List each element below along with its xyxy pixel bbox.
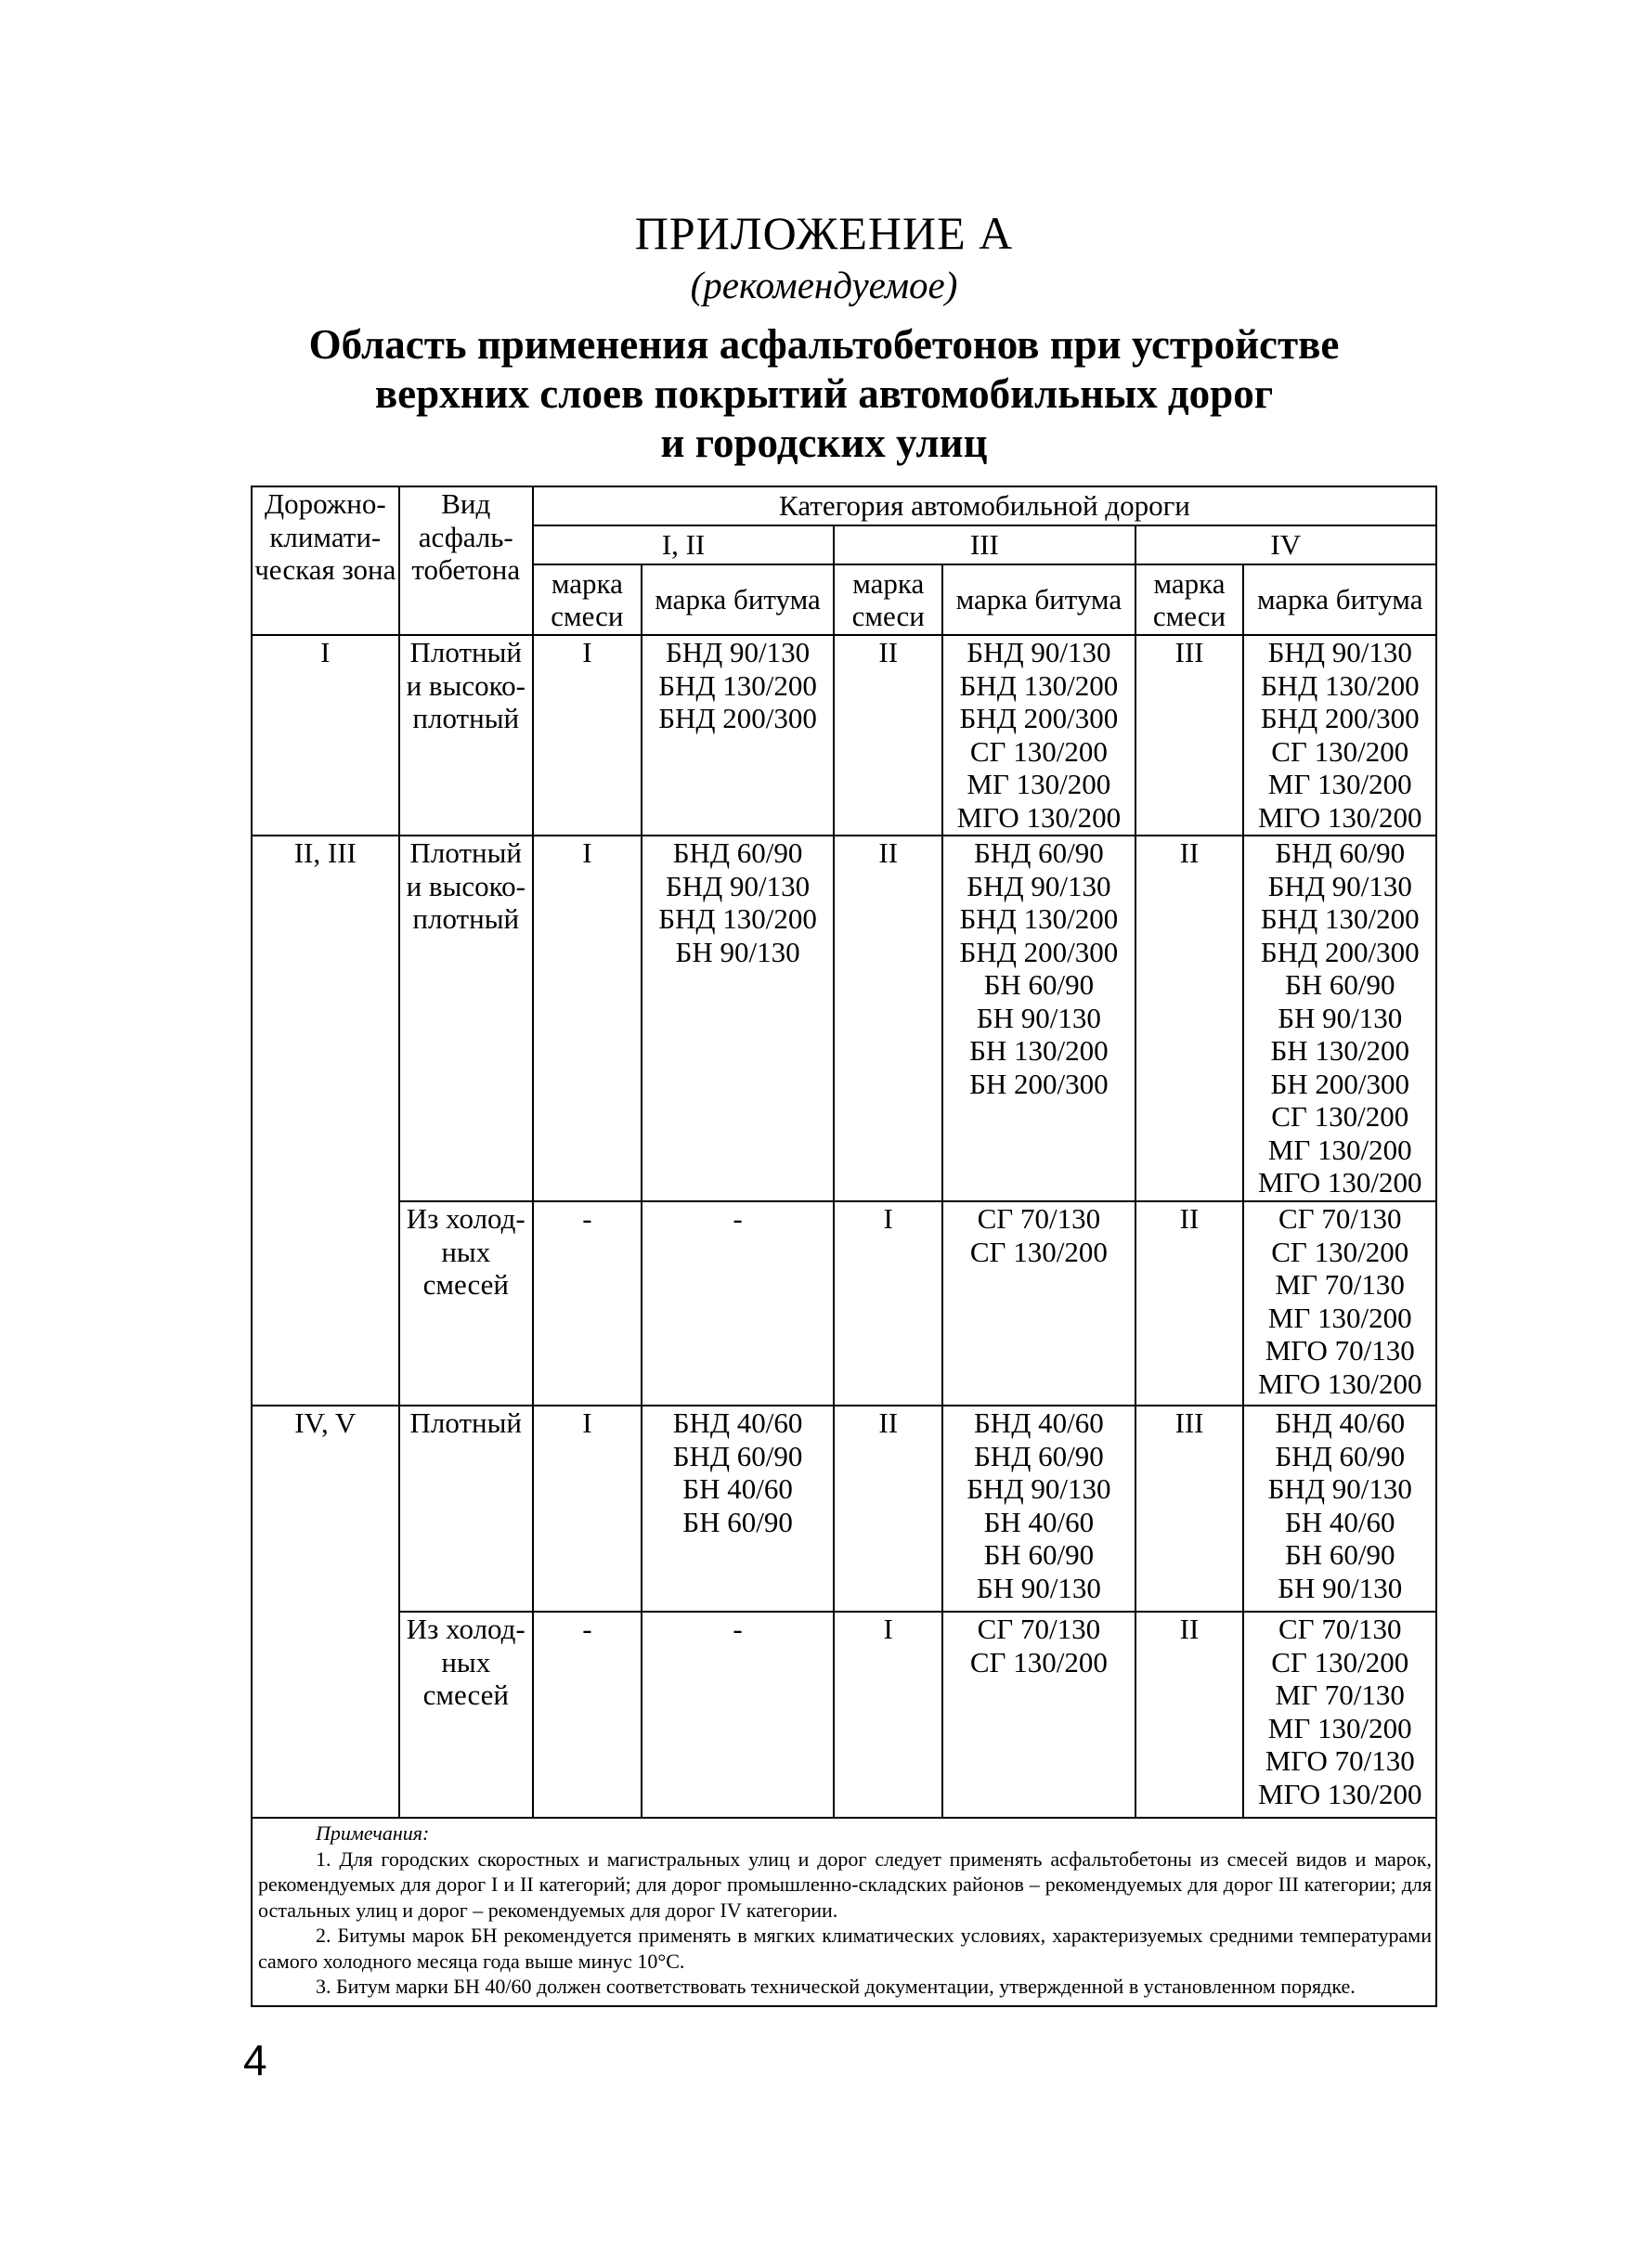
zone-cell <box>252 1406 399 1818</box>
cell-line: III <box>1174 1406 1204 1439</box>
cell-line: БНД 90/130 <box>967 869 1111 902</box>
cell-line: МГО 130/200 <box>1257 1166 1422 1199</box>
cell-line: МГ 130/200 <box>967 768 1111 800</box>
mix-grade-cell <box>533 836 642 1201</box>
cell-line: БНД 90/130 <box>1267 636 1412 668</box>
appendix-subtitle: (рекомендуемое) <box>690 264 958 306</box>
cell-line: МГО 70/130 <box>1265 1334 1415 1367</box>
header-mix-grade: марка смеси <box>533 564 642 635</box>
mix-grade-cell <box>1135 1612 1244 1818</box>
cell-line: Из холод-ных смесей <box>406 1613 526 1711</box>
bitumen-grade-cell <box>942 836 1135 1201</box>
cell-line: БНД 90/130 <box>665 636 811 668</box>
header-category-iv: IV <box>1135 525 1436 564</box>
cell-line: I <box>582 1406 592 1439</box>
cell-line: БН 60/90 <box>983 1538 1095 1571</box>
cell-line: МГО 130/200 <box>1257 800 1422 834</box>
cell-line: МГО 130/200 <box>1257 1367 1422 1400</box>
cell-line: БНД 90/130 <box>1267 869 1412 902</box>
cell-line: МГ 70/130 <box>1275 1678 1405 1711</box>
header-mix-grade: марка смеси <box>834 564 942 635</box>
cell-line: БНД 40/60 <box>1275 1406 1406 1439</box>
cell-line: БН 130/200 <box>1270 1034 1409 1067</box>
cell-line: - <box>733 1202 743 1235</box>
cell-line: II <box>1179 1613 1200 1645</box>
cell-line: БНД 130/200 <box>1260 668 1420 702</box>
cell-line: I <box>320 636 331 668</box>
table-row <box>252 836 1436 1201</box>
cell-line: II <box>878 836 899 869</box>
cell-line: - <box>733 1613 743 1645</box>
table-row <box>252 635 1436 836</box>
cell-line: БНД 60/90 <box>1275 836 1406 869</box>
table-row <box>252 1201 1436 1406</box>
bitumen-grade-cell <box>1243 1612 1436 1818</box>
cell-line: СГ 70/130 <box>1278 1202 1402 1235</box>
header-asphalt-type: Вид асфаль-тобетона <box>399 486 533 635</box>
mix-grade-cell <box>533 1201 642 1406</box>
cell-line: II <box>878 1406 899 1439</box>
cell-line: БН 60/90 <box>983 968 1095 1001</box>
cell-line: II <box>878 636 899 668</box>
table-row <box>252 1406 1436 1612</box>
cell-line: БНД 130/200 <box>658 668 817 702</box>
cell-line: БН 40/60 <box>1284 1505 1395 1538</box>
header-road-category: Категория автомобильной дороги <box>533 486 1436 525</box>
cell-line: БНД 200/300 <box>1260 935 1420 968</box>
mix-grade-cell <box>1135 1201 1244 1406</box>
header-category-i-ii: I, II <box>533 525 834 564</box>
cell-line: БНД 40/60 <box>974 1406 1104 1439</box>
asphalt-application-table <box>251 486 1437 2007</box>
cell-line: МГ 130/200 <box>1267 1301 1412 1334</box>
asphalt-type-cell <box>399 1201 533 1406</box>
cell-line: БНД 200/300 <box>959 702 1119 734</box>
cell-line: СГ 70/130 <box>977 1202 1101 1235</box>
cell-line: БНД 200/300 <box>1260 702 1420 734</box>
cell-line: СГ 130/200 <box>969 1235 1108 1268</box>
bitumen-grade-cell <box>1243 1406 1436 1612</box>
mix-grade-cell <box>533 1612 642 1818</box>
bitumen-grade-cell <box>1243 635 1436 836</box>
bitumen-grade-cell <box>942 635 1135 836</box>
mix-grade-cell <box>834 836 942 1201</box>
mix-grade-cell <box>533 635 642 836</box>
header-bitumen-grade: марка битума <box>642 564 834 635</box>
cell-line: БН 40/60 <box>682 1472 793 1505</box>
note-item-1: 1. Для городских скоростных и магистральных улиц и дорог следует применять асфальтобетоны из смесей видов и марок, рекомендуемых для дорог I и II категорий; для дорог промышленно-складских районов – рекомендуемых для дорог III категории; для остальных улиц и дорог – рекомендуемых для дорог IV категории. <box>258 1847 1432 1922</box>
cell-line: БН 40/60 <box>983 1505 1095 1538</box>
note-item-2: 2. Битумы марок БН рекомендуется применять в мягких климатических условиях, характеризуемых средними температурами самого холодного месяца года выше минус 10°С. <box>258 1924 1432 1973</box>
cell-line: СГ 130/200 <box>1271 734 1409 768</box>
cell-line: Из холод-ных смесей <box>406 1202 526 1301</box>
asphalt-type-cell <box>399 635 533 836</box>
mix-grade-cell <box>834 1201 942 1406</box>
bitumen-grade-cell <box>942 1612 1135 1818</box>
cell-line: СГ 130/200 <box>1271 1100 1409 1133</box>
cell-line: Плотный и высоко-плотный <box>406 836 526 935</box>
section-heading-line-2: верхних слоев покрытий автомобильных дорог <box>374 370 1274 417</box>
cell-line: БН 90/130 <box>976 1001 1101 1034</box>
cell-line: I <box>883 1202 893 1235</box>
bitumen-grade-cell <box>942 1201 1135 1406</box>
mix-grade-cell <box>1135 836 1244 1201</box>
cell-line: БН 90/130 <box>976 1571 1101 1604</box>
mix-grade-cell <box>533 1406 642 1612</box>
cell-line: БН 130/200 <box>969 1034 1109 1067</box>
cell-line: СГ 130/200 <box>969 734 1108 768</box>
cell-line: МГ 70/130 <box>1275 1268 1405 1301</box>
bitumen-grade-cell <box>1243 1201 1436 1406</box>
table-row <box>252 1612 1436 1818</box>
appendix-title: ПРИЛОЖЕНИЕ А <box>634 207 1014 259</box>
cell-line: - <box>582 1613 592 1645</box>
cell-line: БНД 90/130 <box>1267 1472 1412 1505</box>
cell-line: БНД 60/90 <box>672 836 803 869</box>
cell-line: БНД 40/60 <box>672 1406 803 1439</box>
notes-cell <box>252 1818 1436 2006</box>
section-heading-line-3: и городских улиц <box>660 420 988 466</box>
bitumen-grade-cell <box>942 1406 1135 1612</box>
bitumen-grade-cell <box>642 635 834 836</box>
cell-line: БНД 90/130 <box>967 1472 1111 1505</box>
cell-line: I <box>582 836 592 869</box>
bitumen-grade-cell <box>642 836 834 1201</box>
cell-line: БНД 60/90 <box>1275 1439 1406 1472</box>
cell-line: Плотный <box>409 1406 523 1439</box>
header-category-iii: III <box>834 525 1135 564</box>
cell-line: БНД 90/130 <box>665 869 811 902</box>
cell-line: II <box>1179 1202 1200 1235</box>
asphalt-type-cell <box>399 836 533 1201</box>
header-bitumen-grade: марка битума <box>942 564 1135 635</box>
header-bitumen-grade: марка битума <box>1243 564 1436 635</box>
header-zone: Дорожно-климати-ческая зона <box>252 486 399 635</box>
cell-line: Плотный и высоко-плотный <box>406 636 526 734</box>
zone-cell <box>252 836 399 1406</box>
mix-grade-cell <box>834 1406 942 1612</box>
cell-line: СГ 70/130 <box>1278 1613 1402 1645</box>
asphalt-type-cell <box>399 1406 533 1612</box>
cell-line: СГ 70/130 <box>977 1613 1101 1645</box>
cell-line: II <box>1179 836 1200 869</box>
section-heading-line-1: Область применения асфальтобетонов при устройстве <box>308 321 1340 368</box>
cell-line: БНД 200/300 <box>959 935 1119 968</box>
cell-line: БНД 130/200 <box>658 902 817 935</box>
cell-line: БН 90/130 <box>1278 1571 1403 1604</box>
cell-line: IV, V <box>294 1406 357 1439</box>
mix-grade-cell <box>834 1612 942 1818</box>
cell-line: СГ 130/200 <box>969 1645 1108 1678</box>
cell-line: БНД 60/90 <box>672 1439 803 1472</box>
cell-line: БН 60/90 <box>1284 968 1395 1001</box>
asphalt-type-cell <box>399 1612 533 1818</box>
cell-line: БНД 90/130 <box>967 636 1111 668</box>
notes-row <box>252 1818 1436 2006</box>
cell-line: МГО 130/200 <box>1257 1777 1422 1810</box>
header-mix-grade: марка смеси <box>1135 564 1244 635</box>
cell-line: СГ 130/200 <box>1271 1235 1409 1268</box>
note-item-3: 3. Битум марки БН 40/60 должен соответствовать технической документации, утвержденной в установленном порядке. <box>316 1975 1356 1998</box>
cell-line: - <box>582 1202 592 1235</box>
cell-line: БН 60/90 <box>1284 1538 1395 1571</box>
cell-line: БНД 200/300 <box>658 702 817 734</box>
cell-line: МГО 130/200 <box>956 800 1122 834</box>
mix-grade-cell <box>1135 635 1244 836</box>
bitumen-grade-cell <box>1243 836 1436 1201</box>
page-number: 4 <box>243 2036 267 2084</box>
cell-line: СГ 130/200 <box>1271 1645 1409 1678</box>
cell-line: I <box>582 636 592 668</box>
cell-line: МГ 130/200 <box>1267 768 1412 800</box>
cell-line: II, III <box>293 836 357 869</box>
bitumen-grade-cell <box>642 1612 834 1818</box>
cell-line: БН 90/130 <box>1278 1001 1403 1034</box>
cell-line: I <box>883 1613 893 1645</box>
bitumen-grade-cell <box>642 1406 834 1612</box>
cell-line: БНД 130/200 <box>959 902 1119 935</box>
cell-line: МГО 70/130 <box>1265 1744 1415 1777</box>
zone-cell <box>252 635 399 836</box>
cell-line: БН 90/130 <box>675 935 800 968</box>
cell-line: МГ 130/200 <box>1267 1133 1412 1166</box>
cell-line: БН 60/90 <box>682 1505 793 1538</box>
cell-line: БН 200/300 <box>1270 1067 1409 1100</box>
cell-line: БНД 130/200 <box>959 668 1119 702</box>
cell-line: БНД 60/90 <box>974 836 1104 869</box>
cell-line: БНД 130/200 <box>1260 902 1420 935</box>
bitumen-grade-cell <box>642 1201 834 1406</box>
cell-line: III <box>1174 636 1204 668</box>
cell-line: БНД 60/90 <box>974 1439 1104 1472</box>
notes-title: Примечания: <box>316 1821 430 1845</box>
mix-grade-cell <box>834 635 942 836</box>
cell-line: БН 200/300 <box>969 1067 1109 1100</box>
cell-line: МГ 130/200 <box>1267 1711 1412 1744</box>
mix-grade-cell <box>1135 1406 1244 1612</box>
